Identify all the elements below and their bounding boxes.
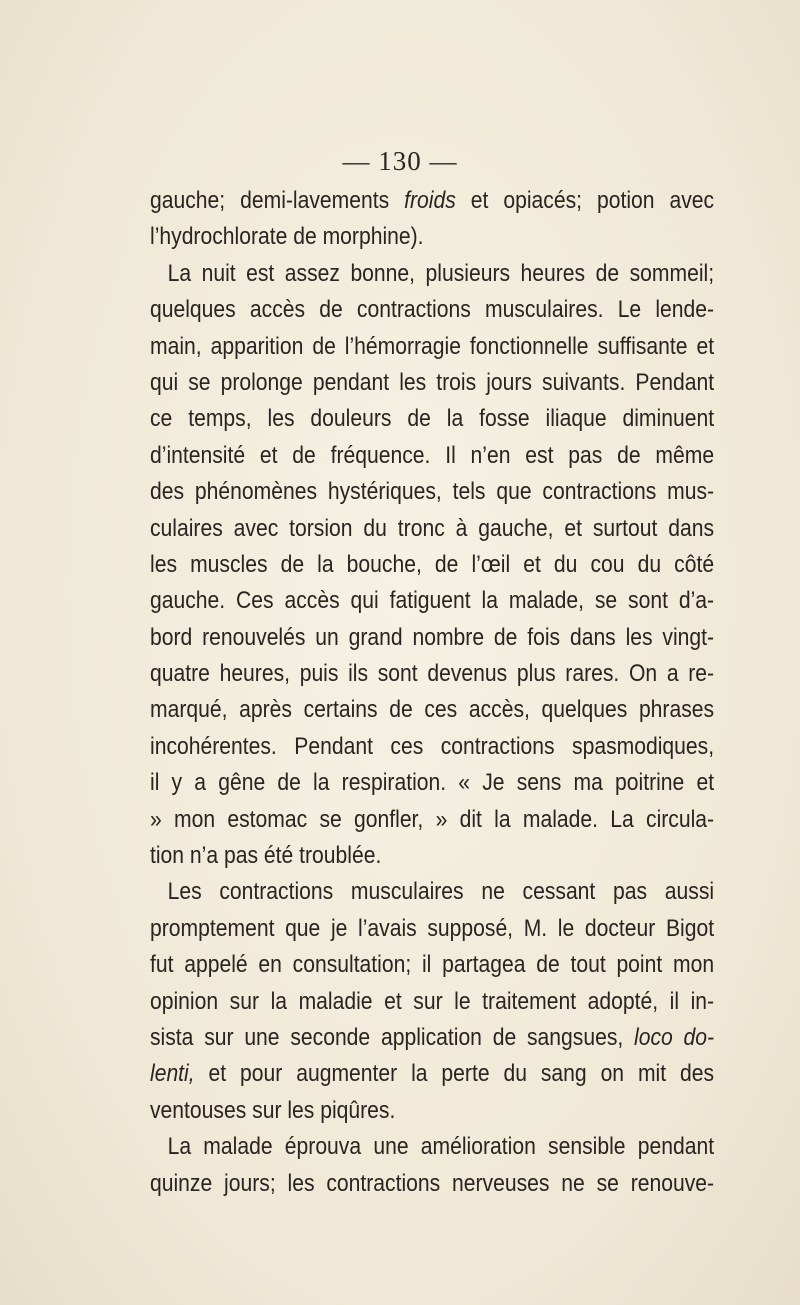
text-line (150, 874, 714, 910)
text-line (150, 256, 714, 292)
italic-text-segment: froids (404, 187, 456, 214)
text-segment: des phénomènes hystériques, tels que contractions mus- (150, 478, 715, 506)
text-line (150, 219, 714, 255)
text-line (150, 1020, 714, 1056)
text-line (150, 583, 714, 619)
text-line (150, 765, 714, 801)
text-segment: main, apparition de l’hémorragie fonctionnelle suffisante et (150, 332, 715, 360)
text-line (150, 1093, 714, 1129)
text-segment: gauche; demi-lavements (150, 187, 405, 214)
text-segment: marqué, après certains de ces accès, quelques phrases (150, 696, 715, 724)
text-segment: et pour augmenter la perte du sang on mit des (194, 1060, 715, 1088)
text-segment: quinze jours; les contractions nerveuses ne se renouve- (150, 1169, 715, 1197)
text-segment: les muscles de la bouche, de l’œil et du cou du côté (150, 550, 715, 578)
text-segment: quatre heures, puis ils sont devenus plus rares. On a re- (150, 660, 715, 688)
text-segment: qui se prolonge pendant les trois jours suivants. Pendant (150, 368, 715, 396)
text-segment: et opiacés; potion avec (455, 187, 715, 214)
text-line (150, 511, 714, 547)
text-line (150, 911, 714, 947)
text-segment: culaires avec torsion du tronc à gauche, et surtout dans (150, 514, 715, 542)
text-segment: » mon estomac se gonfler, » dit la malade. La circula- (150, 805, 715, 833)
text-segment: tion n’a pas été troublée. (150, 842, 382, 870)
text-segment: opinion sur la maladie et sur le traitement adopté, il in- (150, 987, 715, 1015)
text-segment: fut appelé en consultation; il partagea de tout point mon (150, 951, 715, 979)
text-segment: ventouses sur les piqûres. (150, 1096, 396, 1124)
text-line (150, 474, 714, 510)
text-line (150, 1166, 714, 1202)
italic-text-segment: lenti, (150, 1060, 195, 1088)
text-segment: La nuit est assez bonne, plusieurs heures de sommeil; (167, 259, 715, 287)
text-segment: il y a gêne de la respiration. « Je sens ma poitrine et (150, 769, 715, 797)
text-line (150, 329, 714, 365)
text-line (150, 729, 714, 765)
text-line (150, 620, 714, 656)
page-number: — 130 — (342, 146, 458, 176)
text-segment: ce temps, les douleurs de la fosse iliaque diminuent (150, 405, 715, 433)
body-text (150, 183, 714, 1202)
text-line (150, 401, 714, 437)
text-line (150, 365, 714, 401)
text-segment: Les contractions musculaires ne cessant pas aussi (167, 878, 715, 906)
text-line (150, 183, 714, 219)
text-line (150, 692, 714, 728)
text-line (150, 438, 714, 474)
text-segment: sista sur une seconde application de sangsues, (150, 1023, 635, 1051)
text-segment: promptement que je l’avais supposé, M. le docteur Bigot (150, 914, 715, 942)
text-segment: bord renouvelés un grand nombre de fois dans les vingt- (150, 623, 715, 651)
text-line (150, 984, 714, 1020)
text-line (150, 547, 714, 583)
text-segment: d’intensité et de fréquence. Il n’en est pas de même (150, 441, 715, 469)
italic-text-segment: loco do- (634, 1023, 715, 1051)
text-line (150, 947, 714, 983)
text-segment: La malade éprouva une amélioration sensible pendant (167, 1133, 715, 1161)
text-line (150, 838, 714, 874)
text-segment: quelques accès de contractions musculaires. Le lende- (150, 296, 715, 324)
text-line (150, 1129, 714, 1165)
text-segment: incohérentes. Pendant ces contractions spasmodiques, (150, 732, 715, 760)
text-segment: gauche. Ces accès qui fatiguent la malade, se sont d’a- (150, 587, 715, 615)
text-line (150, 656, 714, 692)
text-line (150, 802, 714, 838)
text-segment: l’hydrochlorate de morphine). (150, 223, 424, 251)
text-line (150, 292, 714, 328)
text-line (150, 1056, 714, 1092)
